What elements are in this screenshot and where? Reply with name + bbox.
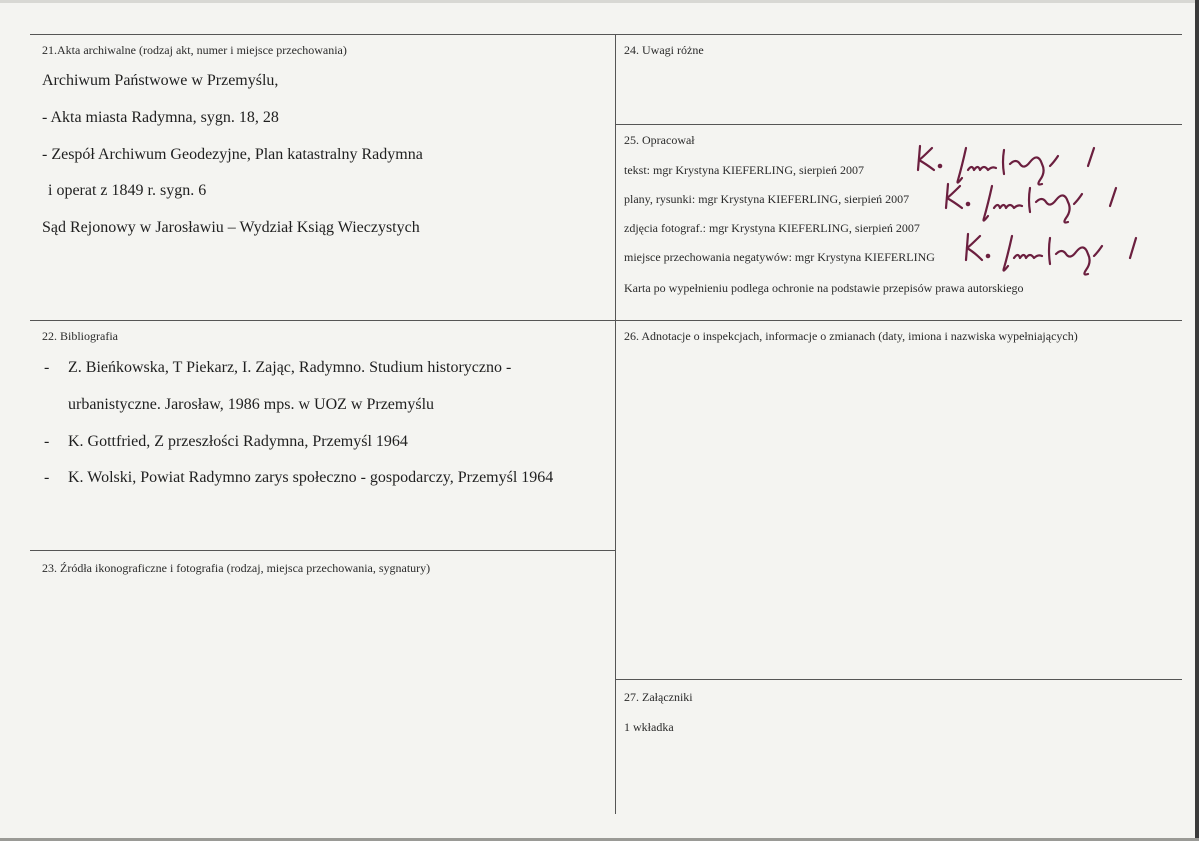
center-divider <box>615 34 616 814</box>
bibliography-item-2: K. Gottfried, Z przeszłości Radymna, Przemyśl 1964 <box>68 433 408 450</box>
copyright-notice: Karta po wypełnieniu podlega ochronie na podstawie przepisów prawa autorskiego <box>624 281 1024 295</box>
section-21-header: 21.Akta archiwalne (rodzaj akt, numer i miejsce przechowania) <box>42 43 347 57</box>
author-plans-line: plany, rysunki: mgr Krystyna KIEFERLING, sierpień 2007 <box>624 192 910 206</box>
bibliography-item-1: Z. Bieńkowska, T Piekarz, I. Zając, Radymno. Studium historyczno - <box>68 359 512 376</box>
signature-2 <box>940 178 1130 226</box>
top-border <box>30 34 1182 35</box>
archive-line-5: Sąd Rejonowy w Jarosławiu – Wydział Ksiąg Wieczystych <box>42 219 420 236</box>
divider-22-23 <box>30 550 615 551</box>
archive-line-2: - Akta miasta Radymna, sygn. 18, 28 <box>42 109 279 126</box>
signature-3 <box>960 228 1150 280</box>
bibliography-item-3: K. Wolski, Powiat Radymno zarys społeczno - gospodarczy, Przemyśl 1964 <box>68 469 554 486</box>
section-27-header: 27. Załączniki <box>624 690 693 704</box>
author-photos-line: zdjęcia fotograf.: mgr Krystyna KIEFERLING, sierpień 2007 <box>624 221 920 235</box>
divider-26-27 <box>615 679 1182 680</box>
section-26-header: 26. Adnotacje o inspekcjach, informacje o zmianach (daty, imiona i nazwiska wypełniających) <box>624 329 1078 343</box>
negatives-storage-line: miejsce przechowania negatywów: mgr Krystyna KIEFERLING <box>624 250 935 264</box>
archive-line-3: - Zespół Archiwum Geodezyjne, Plan katastralny Radymna <box>42 146 423 163</box>
bullet-dash: - <box>44 359 50 376</box>
archive-line-4: i operat z 1849 r. sygn. 6 <box>48 182 207 199</box>
section-22-header: 22. Bibliografia <box>42 329 118 343</box>
section-24-header: 24. Uwagi różne <box>624 43 704 57</box>
divider-24-25 <box>615 124 1182 125</box>
author-text-line: tekst: mgr Krystyna KIEFERLING, sierpień 2007 <box>624 163 864 177</box>
bibliography-item-1-cont: urbanistyczne. Jarosław, 1986 mps. w UOZ w Przemyślu <box>68 396 435 413</box>
archive-line-1: Archiwum Państwowe w Przemyślu, <box>42 72 279 89</box>
divider-21-22 <box>30 320 1182 321</box>
section-25-header: 25. Opracował <box>624 133 695 147</box>
scan-edge-right <box>1195 0 1199 841</box>
scan-edge-top <box>0 0 1199 3</box>
bullet-dash: - <box>44 469 50 486</box>
bullet-dash: - <box>44 433 50 450</box>
attachment-item: 1 wkładka <box>624 720 674 734</box>
section-23-header: 23. Źródła ikonograficzne i fotografia (rodzaj, miejsca przechowania, sygnatury) <box>42 561 431 575</box>
